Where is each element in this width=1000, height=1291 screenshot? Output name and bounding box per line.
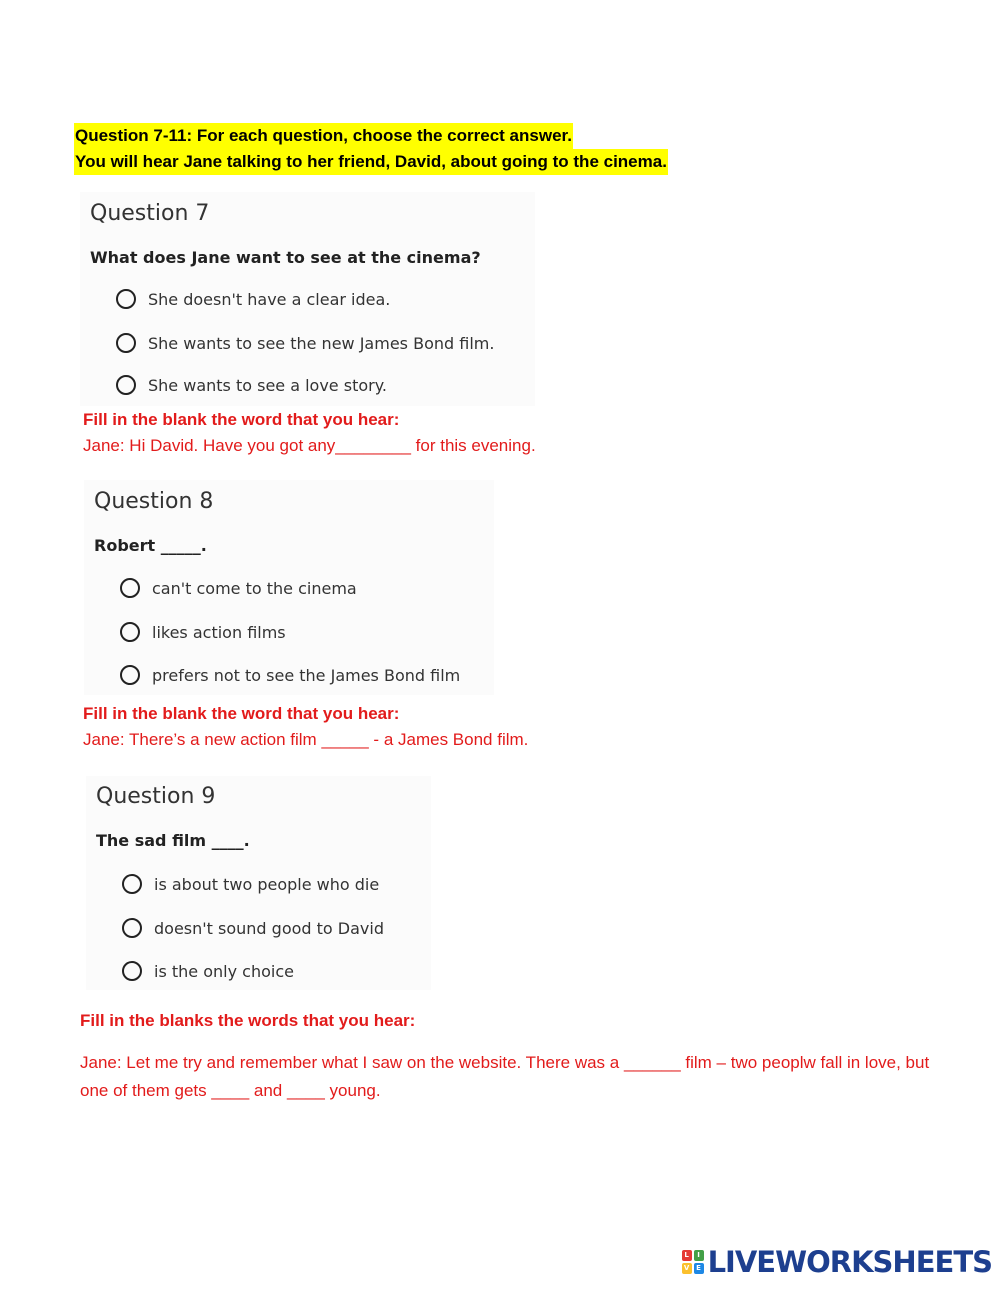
question-9-block [86, 776, 431, 990]
option-2[interactable] [122, 918, 384, 938]
logo-letter-v: V [682, 1263, 692, 1274]
question-prompt: What does Jane want to see at the cinema? [90, 248, 481, 267]
logo-letter-i: I [694, 1250, 704, 1261]
option-3[interactable] [122, 961, 294, 981]
instructions-line-1: Question 7-11: For each question, choose the correct answer. [74, 123, 573, 149]
radio-button[interactable] [122, 918, 142, 938]
question-title: Question 8 [94, 489, 214, 514]
question-8-block [84, 480, 494, 695]
fill-label-q9: Fill in the blanks the words that you hear: [80, 1011, 416, 1030]
radio-button[interactable] [116, 289, 136, 309]
fill-label-q7: Fill in the blank the word that you hear: [83, 410, 400, 429]
radio-button[interactable] [120, 622, 140, 642]
liveworksheets-logo-icon [682, 1250, 704, 1274]
option-3[interactable] [120, 665, 460, 685]
option-label: is about two people who die [154, 874, 380, 894]
option-1[interactable] [116, 289, 390, 309]
radio-button[interactable] [122, 961, 142, 981]
question-prompt: The sad film ____. [96, 831, 250, 850]
fill-text-q8: Jane: There’s a new action film _____ - a James Bond film. [83, 730, 529, 749]
fill-text-q7: Jane: Hi David. Have you got any________ for this evening. [83, 436, 536, 455]
option-3[interactable] [116, 375, 387, 395]
option-1[interactable] [122, 874, 379, 894]
option-label: She wants to see a love story. [148, 375, 387, 395]
instructions-header [74, 123, 668, 175]
question-prompt: Robert _____. [94, 536, 207, 555]
radio-button[interactable] [116, 333, 136, 353]
fill-label-q8: Fill in the blank the word that you hear: [83, 704, 400, 723]
question-title: Question 7 [90, 201, 210, 226]
radio-button[interactable] [116, 375, 136, 395]
option-label: can't come to the cinema [152, 578, 357, 598]
option-2[interactable] [120, 622, 286, 642]
option-label: likes action films [152, 622, 286, 642]
brand-name: LIVEWORKSHEETS [707, 1245, 992, 1279]
option-label: She wants to see the new James Bond film. [148, 333, 495, 353]
option-label: is the only choice [154, 961, 294, 981]
option-2[interactable] [116, 333, 494, 353]
liveworksheets-logo [682, 1245, 992, 1279]
radio-button[interactable] [120, 578, 140, 598]
question-7-block [80, 192, 535, 406]
option-label: prefers not to see the James Bond film [152, 665, 461, 685]
question-title: Question 9 [96, 784, 216, 809]
logo-letter-l: L [682, 1250, 692, 1261]
radio-button[interactable] [120, 665, 140, 685]
option-label: She doesn't have a clear idea. [148, 289, 391, 309]
fill-text-q9: Jane: Let me try and remember what I saw on the website. There was a ______ film – two peoplw fall in love, but one of them gets ____ and ____ young. [80, 1053, 930, 1100]
radio-button[interactable] [122, 874, 142, 894]
option-1[interactable] [120, 578, 357, 598]
logo-letter-e: E [694, 1263, 704, 1274]
instructions-line-2: You will hear Jane talking to her friend, David, about going to the cinema. [74, 149, 668, 175]
option-label: doesn't sound good to David [154, 918, 384, 938]
